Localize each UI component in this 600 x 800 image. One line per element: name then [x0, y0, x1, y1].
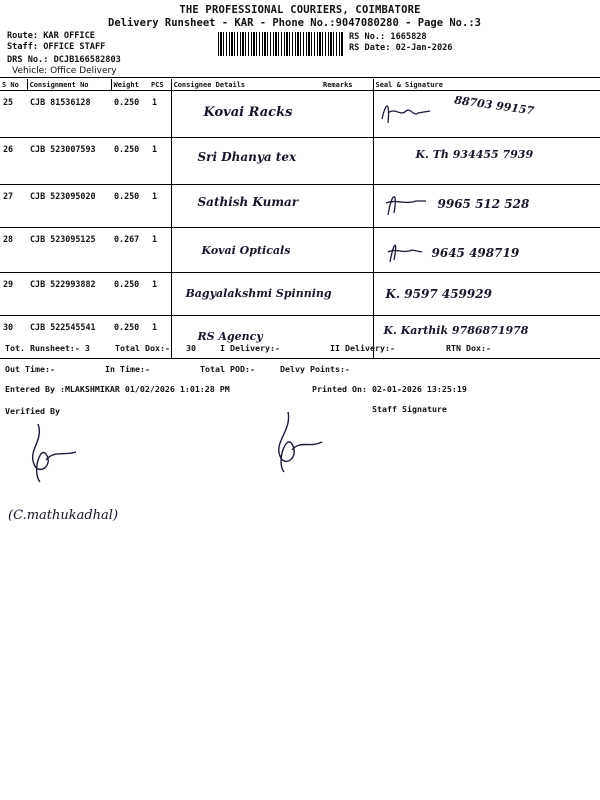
row-pcs: 1	[149, 273, 171, 316]
delvy-points: Delvy Points:-	[280, 364, 350, 374]
verifier-signature-icon	[24, 420, 84, 486]
phone-handwriting: 88703 99157	[452, 93, 535, 118]
row-sno: 30	[0, 316, 27, 359]
signature-icon	[378, 97, 438, 129]
table-row	[0, 273, 600, 316]
row-sno: 25	[0, 91, 27, 138]
barcode	[218, 32, 344, 56]
table-row	[0, 138, 600, 185]
drs-number: DRS No.: DCJB166582803	[7, 55, 121, 65]
row-sno: 27	[0, 185, 27, 228]
row-consignment: CJB 81536128	[27, 91, 111, 138]
in-time: In Time:-	[105, 364, 150, 374]
entered-by: Entered By :MLAKSHMIKAR 01/02/2026 1:01:28 PM	[5, 384, 230, 394]
row-consignee	[171, 273, 332, 316]
row-weight: 0.250	[111, 273, 149, 316]
row-remarks	[321, 138, 373, 185]
staff-signature-label: Staff Signature	[372, 404, 447, 414]
row-weight: 0.250	[111, 91, 149, 138]
footer-handwritten-note: (C.mathukadhal)	[8, 508, 119, 523]
vehicle-label: Vehicle: Office Delivery	[12, 66, 117, 76]
row-weight: 0.250	[111, 138, 149, 185]
row-pcs: 1	[149, 316, 171, 359]
i-delivery: I Delivery:-	[220, 343, 280, 353]
runsheet-table	[0, 79, 600, 359]
row-signature	[373, 185, 600, 228]
tot-runsheet: Tot. Runsheet:- 3	[5, 343, 90, 353]
total-pod: Total POD:-	[200, 364, 255, 374]
row-pcs: 1	[149, 185, 171, 228]
row-consignee	[171, 185, 321, 228]
consignee-handwriting: Kovai Racks	[203, 105, 293, 120]
consignee-handwriting: RS Agency	[197, 330, 263, 343]
phone-handwriting: 9645 498719	[431, 246, 520, 260]
table-row	[0, 185, 600, 228]
table-row	[0, 316, 600, 359]
row-pcs: 1	[149, 228, 171, 273]
row-consignment: CJB 523095020	[27, 185, 111, 228]
ii-delivery: II Delivery:-	[330, 343, 395, 353]
phone-handwriting: 9965 512 528	[437, 197, 530, 211]
row-consignee	[171, 91, 321, 138]
total-dox-label: Total Dox:-	[115, 343, 170, 353]
row-remarks	[321, 185, 373, 228]
row-sno: 26	[0, 138, 27, 185]
table-row	[0, 91, 600, 138]
printed-on: Printed On: 02-01-2026 13:25:19	[312, 384, 467, 394]
rs-date: RS Date: 02-Jan-2026	[349, 43, 453, 53]
out-time: Out Time:-	[5, 364, 55, 374]
rtn-dox: RTN Dox:-	[446, 343, 491, 353]
consignee-handwriting: Sathish Kumar	[197, 195, 299, 209]
row-sno: 29	[0, 273, 27, 316]
row-consignee	[171, 138, 321, 185]
consignee-handwriting: Kovai Opticals	[201, 244, 291, 257]
signature-icon	[382, 236, 426, 266]
row-weight: 0.250	[111, 316, 149, 359]
row-consignment: CJB 522993882	[27, 273, 111, 316]
staff-label: Staff: OFFICE STAFF	[7, 42, 106, 52]
divider	[0, 77, 600, 78]
staff-signature-icon	[262, 408, 328, 476]
table-header-row	[0, 79, 600, 91]
col-sno: S No	[0, 79, 27, 91]
row-pcs: 1	[149, 138, 171, 185]
row-weight: 0.267	[111, 228, 149, 273]
row-consignment: CJB 523095125	[27, 228, 111, 273]
row-pcs: 1	[149, 91, 171, 138]
row-signature	[373, 138, 600, 185]
row-consignee	[171, 228, 321, 273]
consignee-handwriting: Sri Dhanya tex	[197, 150, 297, 164]
col-weight: Weight	[111, 79, 149, 91]
verified-by-label: Verified By	[5, 406, 60, 416]
row-signature	[373, 91, 600, 138]
consignee-handwriting: Bagyalakshmi Spinning	[185, 287, 332, 300]
row-sno: 28	[0, 228, 27, 273]
row-remarks	[321, 91, 373, 138]
phone-handwriting: K. 9597 459929	[385, 287, 492, 301]
runsheet-subtitle: Delivery Runsheet - KAR - Phone No.:9047080280 - Page No.:3	[108, 17, 481, 29]
row-consignment: CJB 523007593	[27, 138, 111, 185]
col-seal-signature: Seal & Signature	[373, 79, 600, 91]
total-dox-value: 30	[186, 343, 196, 353]
signature-icon	[380, 189, 430, 219]
col-remarks: Remarks	[321, 79, 373, 91]
row-remarks	[321, 228, 373, 273]
phone-handwriting: K. Th 934455 7939	[415, 148, 534, 161]
col-consignee: Consignee Details	[171, 79, 321, 91]
col-consignment: Consignment No	[27, 79, 111, 91]
row-consignment: CJB 522545541	[27, 316, 111, 359]
rs-number: RS No.: 1665828	[349, 32, 427, 42]
row-weight: 0.250	[111, 185, 149, 228]
col-pcs: PCS	[149, 79, 171, 91]
table-row	[0, 228, 600, 273]
row-signature	[373, 273, 600, 316]
row-remarks	[321, 273, 373, 316]
route-label: Route: KAR OFFICE	[7, 31, 95, 41]
page-title: THE PROFESSIONAL COURIERS, COIMBATORE	[179, 4, 421, 16]
phone-handwriting: K. Karthik 9786871978	[383, 324, 529, 337]
row-signature	[373, 228, 600, 273]
